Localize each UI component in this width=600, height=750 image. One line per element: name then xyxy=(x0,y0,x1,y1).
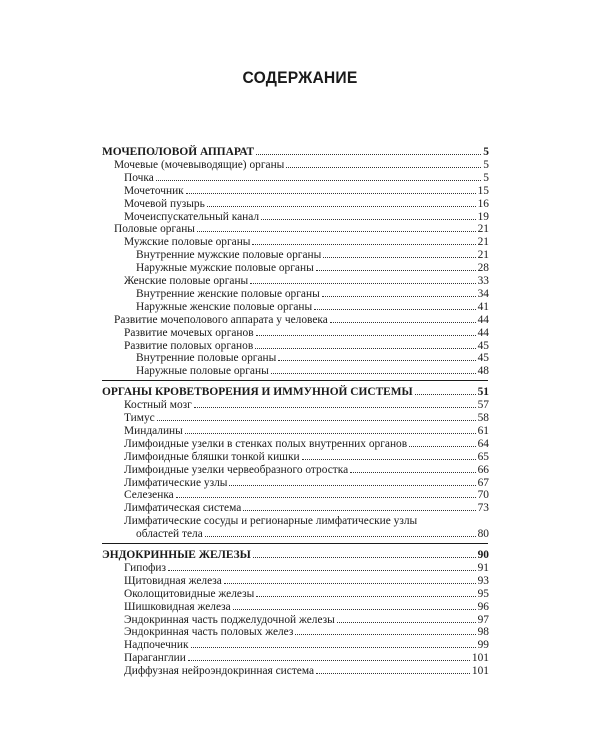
toc-entry-label: Лимфоидные бляшки тонкой кишки xyxy=(124,450,300,463)
toc-entry-label: Надпочечник xyxy=(124,639,189,652)
toc-entry xyxy=(124,575,489,588)
toc-entry-page-number: 5 xyxy=(483,146,489,158)
dot-leader xyxy=(302,459,476,460)
toc-entry-page-number: 61 xyxy=(477,424,489,437)
toc-entry-label: Лимфатические сосуды и регионарные лимфатические узлы xyxy=(124,515,418,528)
toc-entry xyxy=(136,262,489,275)
toc-entry-page-number: 57 xyxy=(477,399,489,412)
dot-leader xyxy=(252,244,475,245)
toc-entry-page-number: 95 xyxy=(477,587,489,600)
toc-entry-label: Лимфатические узлы xyxy=(124,476,228,489)
toc-entry-label: Наружные мужские половые органы xyxy=(136,262,314,275)
dot-leader xyxy=(233,609,476,610)
toc-entry-page-number: 19 xyxy=(477,210,489,223)
dot-leader xyxy=(191,647,476,648)
toc-entry-page-number: 66 xyxy=(477,463,489,476)
toc-entry-label: ЭНДОКРИННЫЕ ЖЕЛЕЗЫ xyxy=(102,549,251,561)
dot-leader xyxy=(197,231,476,232)
toc-entry-label: Мочеиспускательный канал xyxy=(124,210,260,223)
toc-entry-page-number: 5 xyxy=(483,158,489,171)
dot-leader xyxy=(322,296,476,297)
toc-entry xyxy=(124,211,489,224)
dot-leader xyxy=(316,673,470,674)
toc-entry-page-number: 99 xyxy=(477,639,489,652)
toc-entry-label: Женские половые органы xyxy=(124,275,249,287)
toc-entry xyxy=(124,399,489,412)
toc-entry-page-number: 101 xyxy=(471,652,489,665)
dot-leader xyxy=(337,622,476,623)
dot-leader xyxy=(224,583,476,584)
dot-leader xyxy=(271,373,476,374)
dot-leader xyxy=(188,660,470,661)
dot-leader xyxy=(286,167,481,168)
toc-entry-page-number: 33 xyxy=(477,275,489,287)
toc-entry xyxy=(124,588,489,601)
toc-entry-label: Мужские половые органы xyxy=(124,236,251,249)
toc-entry-page-number: 64 xyxy=(477,437,489,450)
toc-entry xyxy=(124,502,489,515)
dot-leader xyxy=(185,433,476,434)
toc-entry-label: Околощитовидные железы xyxy=(124,587,255,600)
toc-section-heading xyxy=(102,386,489,399)
toc-entry xyxy=(114,223,489,236)
toc-entry-label: Лимфатическая система xyxy=(124,502,242,515)
toc-entry-page-number: 44 xyxy=(477,313,489,326)
toc-entry xyxy=(124,327,489,340)
toc-entry-label: Мочеточник xyxy=(124,184,184,197)
dot-leader xyxy=(323,257,475,258)
dot-leader xyxy=(176,497,476,498)
dot-leader xyxy=(205,536,476,537)
dot-leader xyxy=(415,394,476,395)
toc-entry xyxy=(114,159,489,172)
toc-entry xyxy=(124,464,489,477)
toc-entry-label: Селезенка xyxy=(124,489,174,502)
toc-entry xyxy=(124,412,489,425)
dot-leader xyxy=(194,407,476,408)
toc-entry xyxy=(136,528,489,541)
toc-entry-label: Гипофиз xyxy=(124,561,167,574)
toc-entry-label: Развитие половых органов xyxy=(124,339,254,352)
toc-entry-page-number: 34 xyxy=(477,287,489,300)
toc-entry xyxy=(136,288,489,301)
toc-entry-page-number: 16 xyxy=(477,197,489,210)
toc-entry-page-number: 15 xyxy=(477,184,489,197)
toc-entry xyxy=(124,438,489,451)
dot-leader xyxy=(253,557,476,558)
dot-leader xyxy=(156,180,482,181)
toc-entry-page-number: 80 xyxy=(477,528,489,541)
dot-leader xyxy=(229,485,475,486)
toc-entry-page-number: 58 xyxy=(477,412,489,424)
toc-entry-label: Эндокринная часть поджелудочной железы xyxy=(124,613,335,626)
toc-entry-page-number: 101 xyxy=(471,665,489,678)
toc-entry-label: Мочевые (мочевыводящие) органы xyxy=(114,158,285,171)
toc-entry-page-number: 65 xyxy=(477,450,489,463)
toc-entry-page-number: 67 xyxy=(477,476,489,489)
dot-leader xyxy=(409,446,476,447)
section-divider xyxy=(102,380,488,381)
toc-entry-label: областей тела xyxy=(136,528,203,541)
toc-entry xyxy=(124,639,489,652)
toc-entry-label: Мочевой пузырь xyxy=(124,197,205,210)
toc-entry-label: Костный мозг xyxy=(124,399,192,412)
toc-entry-page-number: 90 xyxy=(477,549,489,561)
dot-leader xyxy=(278,360,475,361)
toc-entry-page-number: 5 xyxy=(483,171,489,184)
toc-entry-page-number: 97 xyxy=(477,613,489,626)
toc-entry-label: Внутренние половые органы xyxy=(136,352,277,365)
dot-leader xyxy=(256,596,475,597)
toc-entry xyxy=(124,477,489,490)
toc-entry xyxy=(136,365,489,378)
toc-entry-label: Наружные половые органы xyxy=(136,365,269,378)
toc-entry xyxy=(124,275,489,288)
toc-entry xyxy=(124,198,489,211)
toc-entry xyxy=(124,489,489,502)
dot-leader xyxy=(256,335,476,336)
toc-entry xyxy=(124,236,489,249)
toc-entry-label: Лимфоидные узелки в стенках полых внутренних органов xyxy=(124,437,408,450)
dot-leader xyxy=(207,206,476,207)
toc-entry-label: Диффузная нейроэндокринная система xyxy=(124,665,315,678)
dot-leader xyxy=(255,348,475,349)
toc-entry xyxy=(136,352,489,365)
toc-entry-label: Щитовидная железа xyxy=(124,574,222,587)
toc-entry-label: Лимфоидные узелки червеобразного отростка xyxy=(124,463,349,476)
toc-entry-page-number: 91 xyxy=(477,561,489,574)
toc-entry-label: Половые органы xyxy=(114,223,195,236)
toc-entry-page-number: 41 xyxy=(477,300,489,313)
toc-entry xyxy=(124,626,489,639)
toc-entry xyxy=(136,249,489,262)
toc-section-heading xyxy=(102,549,489,562)
toc-section-heading xyxy=(102,146,489,159)
dot-leader xyxy=(168,570,476,571)
toc-entry xyxy=(124,652,489,665)
toc-entry-page-number: 73 xyxy=(477,502,489,515)
page-title: СОДЕРЖАНИЕ xyxy=(242,68,358,87)
toc-entry-label: Внутренние мужские половые органы xyxy=(136,249,322,262)
toc-entry-page-number: 21 xyxy=(477,223,489,236)
toc-entry xyxy=(124,451,489,464)
dot-leader xyxy=(316,270,476,271)
toc-entry-label: Параганглии xyxy=(124,652,186,665)
toc-entry xyxy=(124,340,489,353)
dot-leader xyxy=(250,283,475,284)
dot-leader xyxy=(314,309,475,310)
toc-entry-label: Внутренние женские половые органы xyxy=(136,287,320,300)
toc-entry-label: Шишковидная железа xyxy=(124,600,231,613)
toc-entry xyxy=(124,515,489,528)
toc-entry-label: Почка xyxy=(124,171,154,184)
dot-leader xyxy=(350,472,475,473)
toc-entry xyxy=(124,562,489,575)
toc-entry xyxy=(124,614,489,627)
toc-entry-label: ОРГАНЫ КРОВЕТВОРЕНИЯ И ИММУННОЙ СИСТЕМЫ xyxy=(102,386,413,399)
toc-entry-label: Наружные женские половые органы xyxy=(136,300,313,313)
toc-entry-label: Развитие мочевых органов xyxy=(124,326,254,339)
toc-entry-page-number: 21 xyxy=(477,249,489,262)
toc-entry-label: Тимус xyxy=(124,412,155,424)
toc-entry xyxy=(124,172,489,185)
toc-entry-label: Миндалины xyxy=(124,424,183,437)
toc-entry xyxy=(124,665,489,678)
toc-entry-page-number: 98 xyxy=(477,626,489,639)
toc-entry-label: Развитие мочеполового аппарата у человека xyxy=(114,313,328,326)
toc-entry-page-number: 45 xyxy=(477,352,489,365)
toc-entry-page-number: 51 xyxy=(477,386,489,399)
toc-entry-label: Эндокринная часть половых желез xyxy=(124,626,294,639)
toc-entry xyxy=(124,425,489,438)
toc-entry-page-number: 93 xyxy=(477,574,489,587)
dot-leader xyxy=(243,510,475,511)
toc-entry xyxy=(124,185,489,198)
toc-entry-label: МОЧЕПОЛОВОЙ АППАРАТ xyxy=(102,146,255,158)
toc-entry-page-number: 44 xyxy=(477,326,489,339)
toc-entry xyxy=(136,301,489,314)
dot-leader xyxy=(295,634,475,635)
toc-entry-page-number: 96 xyxy=(477,600,489,613)
toc-entry-page-number: 21 xyxy=(477,236,489,249)
toc-entry-page-number: 28 xyxy=(477,262,489,275)
toc-entry-page-number: 45 xyxy=(477,339,489,352)
toc-entry xyxy=(124,601,489,614)
dot-leader xyxy=(261,219,476,220)
dot-leader xyxy=(157,420,476,421)
toc-entry-page-number: 48 xyxy=(477,365,489,378)
toc-entry-page-number: 70 xyxy=(477,489,489,502)
toc-entry xyxy=(114,314,489,327)
dot-leader xyxy=(330,322,476,323)
section-divider xyxy=(102,543,488,544)
dot-leader xyxy=(256,154,481,155)
dot-leader xyxy=(186,193,476,194)
